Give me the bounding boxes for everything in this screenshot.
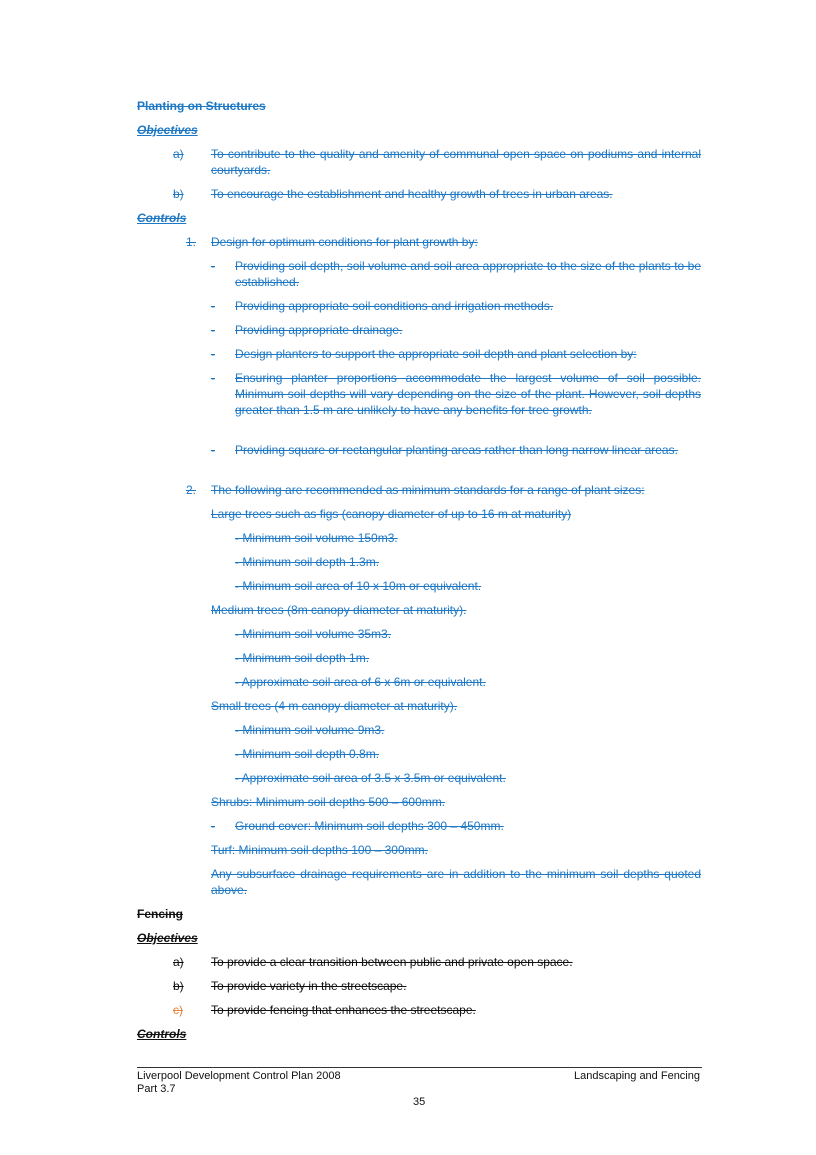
standard-item: - Minimum soil depth 1m. <box>235 651 370 665</box>
footer-document-title: Liverpool Development Control Plan 2008 <box>137 1070 341 1082</box>
objective-text: To encourage the establishment and healthy growth of trees in urban areas. <box>211 187 613 201</box>
bullet-text: Design planters to support the appropriate soil depth and plant selection by: <box>235 347 637 361</box>
bullet-text: Ensuring planter proportions accommodate the largest volume of soil possible. Minimum soil depths will vary depending on the size of the plant. However, soil depths greater than 1.5 m are unlikely to have any benefits for tree growth. <box>235 371 701 417</box>
drainage-note: Any subsurface drainage requirements are in addition to the minimum soil depths quoted above. <box>211 867 701 897</box>
controls-label: Controls <box>137 1027 187 1041</box>
control-number: 2. <box>186 483 197 497</box>
objective-text: To provide fencing that enhances the streetscape. <box>211 1003 476 1017</box>
control-text: The following are recommended as minimum standards for a range of plant sizes: <box>211 483 645 497</box>
bullet-text: Providing appropriate drainage. <box>235 323 403 337</box>
bullet-text: Providing square or rectangular planting areas rather than long narrow linear areas. <box>235 443 678 457</box>
footer-section-title: Landscaping and Fencing <box>574 1070 700 1082</box>
objective-text: To provide variety in the streetscape. <box>211 979 407 993</box>
objective-marker: b) <box>173 979 184 993</box>
objective-marker: c) <box>173 1003 183 1017</box>
section-heading-fencing: Fencing <box>137 907 184 921</box>
footer-divider <box>137 1067 702 1068</box>
page-number: 35 <box>413 1096 426 1108</box>
objectives-label: Objectives <box>137 123 198 137</box>
bullet-dash: - <box>211 371 215 385</box>
shrubs-standard: Shrubs: Minimum soil depths 500 – 600mm. <box>211 795 446 809</box>
standard-item: - Minimum soil volume 150m3. <box>235 531 398 545</box>
bullet-text: Providing soil depth, soil volume and soil area appropriate to the size of the plants to be established. <box>235 259 701 289</box>
objective-text: To provide a clear transition between public and private open space. <box>211 955 573 969</box>
bullet-dash: - <box>211 299 215 313</box>
ground-cover-standard: Ground cover: Minimum soil depths 300 – 450mm. <box>235 819 504 833</box>
standard-item: - Minimum soil volume 9m3. <box>235 723 385 737</box>
controls-label: Controls <box>137 211 187 225</box>
standard-item: - Approximate soil area of 6 x 6m or equivalent. <box>235 675 486 689</box>
plant-size-heading: Small trees (4 m canopy diameter at maturity). <box>211 699 458 713</box>
turf-standard: Turf: Minimum soil depths 100 – 300mm. <box>211 843 428 857</box>
bullet-dash: - <box>211 819 215 833</box>
standard-item: - Minimum soil area of 10 x 10m or equivalent. <box>235 579 482 593</box>
objective-text: To contribute to the quality and amenity of communal open space on podiums and internal courtyards. <box>211 147 701 177</box>
bullet-dash: - <box>211 259 215 273</box>
standard-item: - Approximate soil area of 3.5 x 3.5m or equivalent. <box>235 771 506 785</box>
control-text: Design for optimum conditions for plant growth by: <box>211 235 478 249</box>
bullet-text: Providing appropriate soil conditions and irrigation methods. <box>235 299 554 313</box>
plant-size-heading: Large trees such as figs (canopy diameter of up to 16 m at maturity) <box>211 507 572 521</box>
footer-part: Part 3.7 <box>137 1083 176 1095</box>
standard-item: - Minimum soil depth 0.8m. <box>235 747 380 761</box>
bullet-dash: - <box>211 347 215 361</box>
standard-item: - Minimum soil depth 1.3m. <box>235 555 380 569</box>
objectives-label: Objectives <box>137 931 198 945</box>
section-heading-planting: Planting on Structures <box>137 99 266 113</box>
standard-item: - Minimum soil volume 35m3. <box>235 627 392 641</box>
bullet-dash: - <box>211 323 215 337</box>
control-number: 1. <box>186 235 197 249</box>
objective-marker: b) <box>173 187 184 201</box>
plant-size-heading: Medium trees (8m canopy diameter at maturity). <box>211 603 467 617</box>
objective-marker: a) <box>173 955 184 969</box>
objective-marker: a) <box>173 147 184 161</box>
bullet-dash: - <box>211 443 215 457</box>
